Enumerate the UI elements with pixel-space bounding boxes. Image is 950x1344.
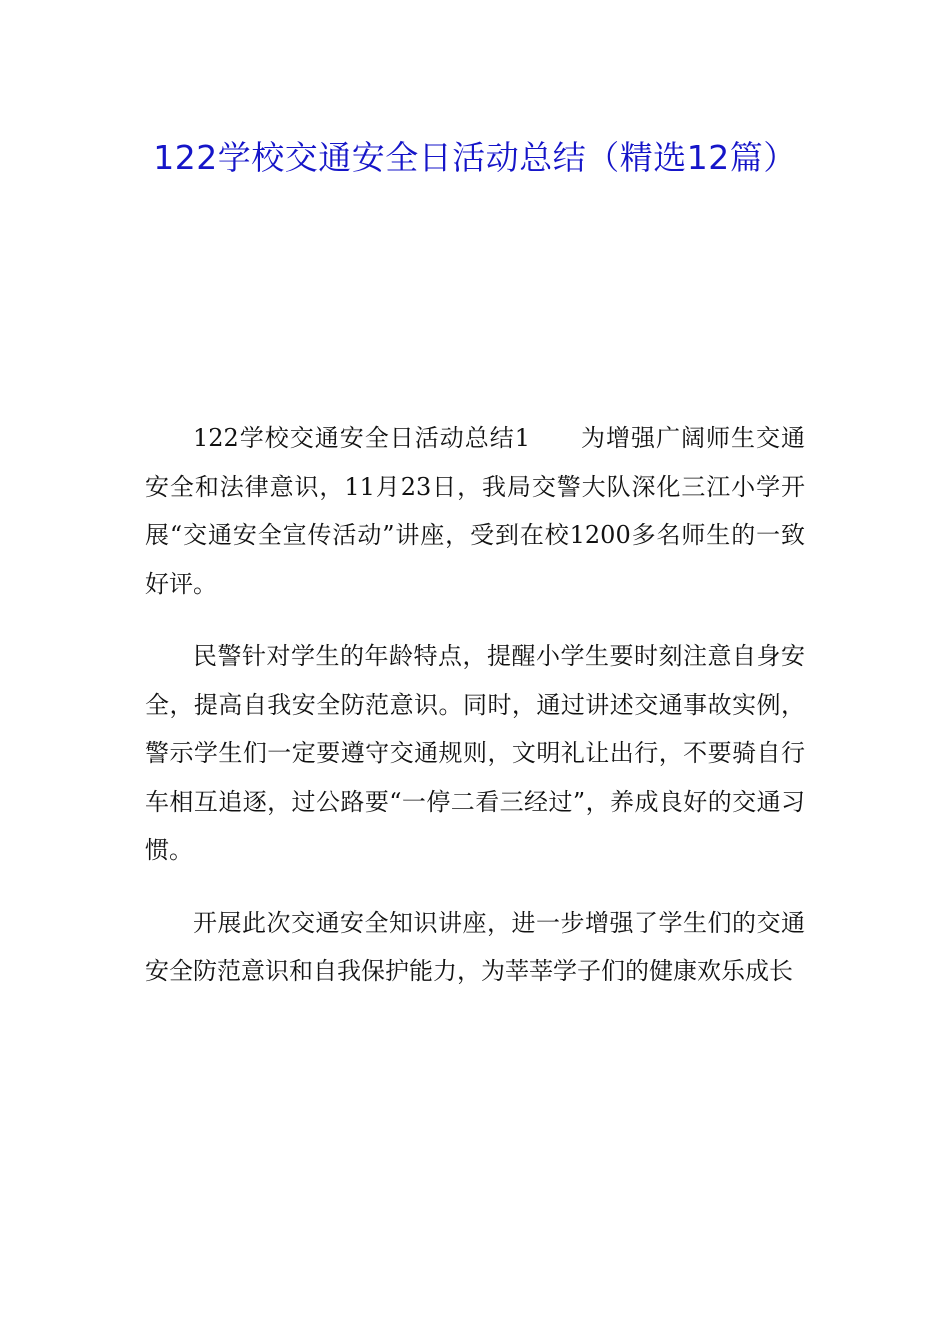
paragraph-3: 开展此次交通安全知识讲座，进一步增强了学生们的交通安全防范意识和自我保护能力，为莘莘学子们的健康欢乐成长: [145, 908, 805, 985]
paragraph-spacer: [145, 608, 805, 632]
document-body: [145, 414, 805, 996]
paragraph-1: 122学校交通安全日活动总结1 为增强广阔师生交通安全和法律意识，11月23日，我局交警大队深化三江小学开展“交通安全宣传活动”讲座，受到在校1200多名师生的一致好评。: [145, 424, 805, 598]
paragraph-2: 民警针对学生的年龄特点，提醒小学生要时刻注意自身安全，提高自我安全防范意识。同时，通过讲述交通事故实例，警示学生们一定要遵守交通规则，文明礼让出行，不要骑自行车相互追逐，过公路要“一停二看三经过”，养成良好的交通习惯。: [145, 642, 805, 864]
document-title: 122学校交通安全日活动总结（精选12篇）: [153, 138, 797, 177]
paragraph-spacer: [145, 875, 805, 899]
